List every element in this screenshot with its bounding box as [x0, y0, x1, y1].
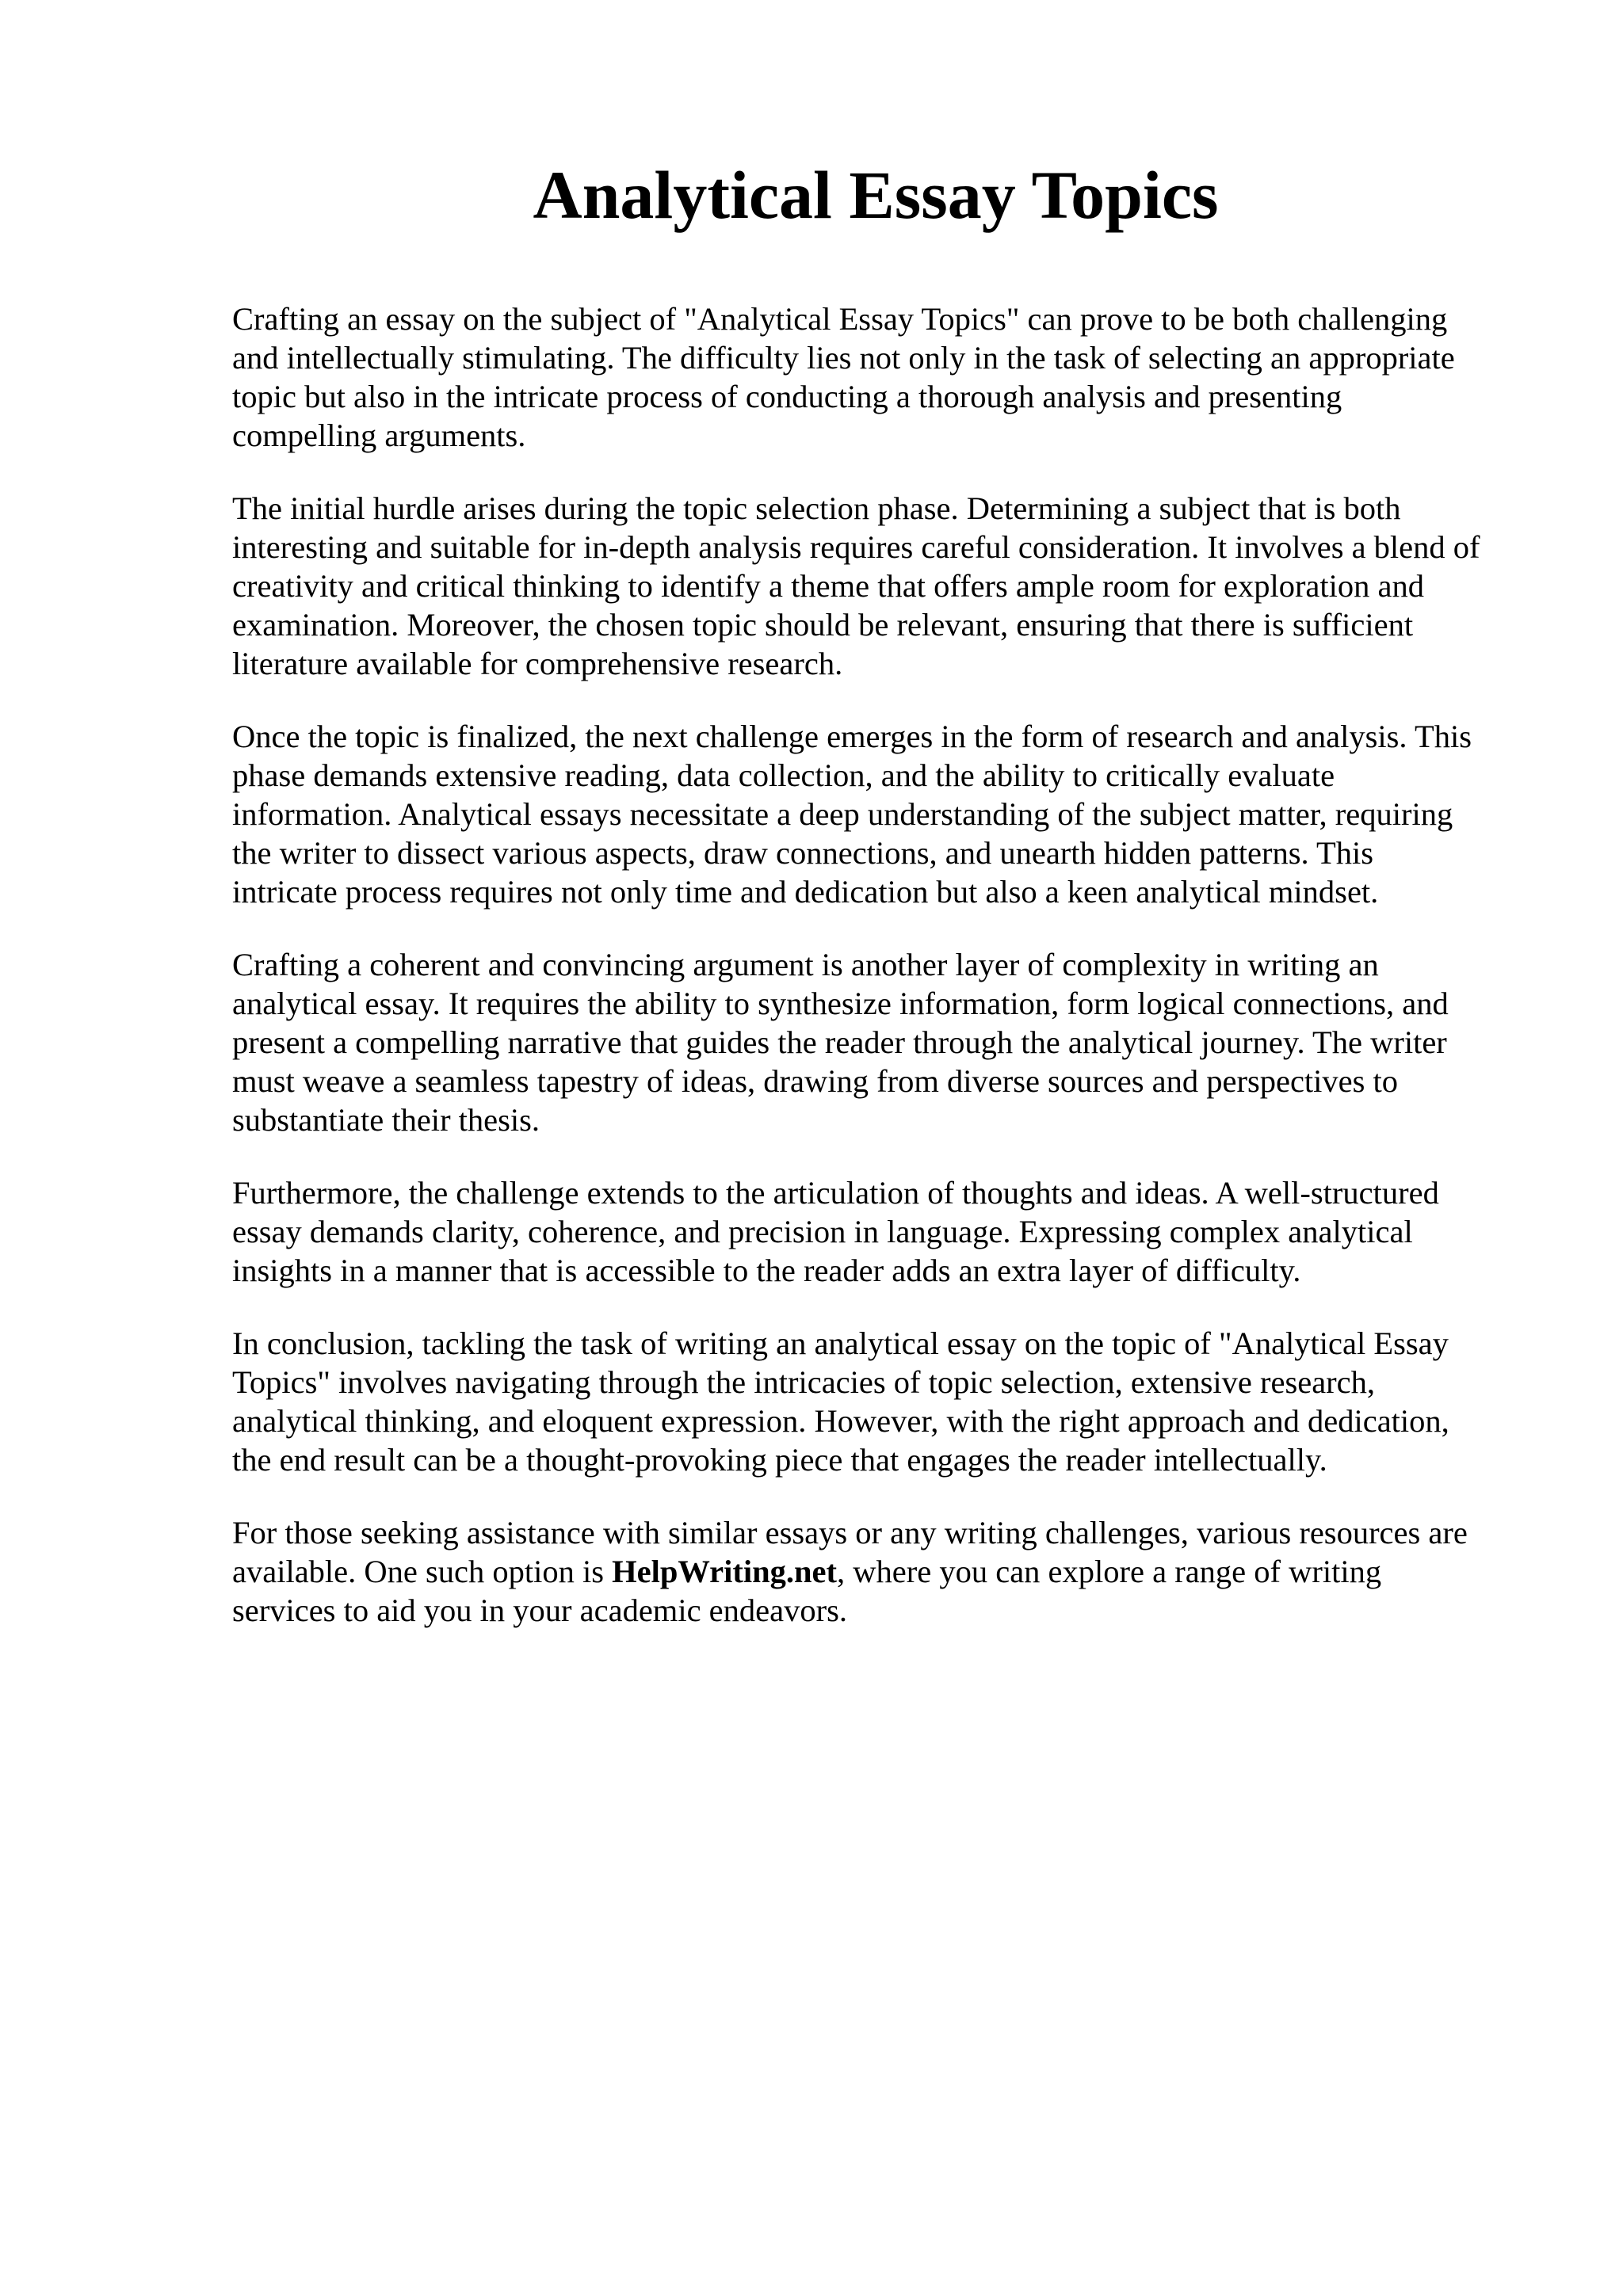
paragraph-line: topic but also in the intricate process of conducting a thorough analysis and presenting: [232, 379, 1342, 414]
paragraph-line: compelling arguments.: [232, 418, 526, 453]
paragraph-line: The initial hurdle arises during the topic selection phase. Determining a subject that is both: [232, 490, 1401, 526]
paragraph-line: intricate process requires not only time and dedication but also a keen analytical mindset.: [232, 874, 1379, 910]
paragraph-line: substantiate their thesis.: [232, 1102, 540, 1138]
paragraph-line: and intellectually stimulating. The difficulty lies not only in the task of selecting an appropriate: [232, 340, 1455, 376]
paragraph-line: Crafting a coherent and convincing argument is another layer of complexity in writing an: [232, 947, 1379, 982]
paragraph-line: Once the topic is finalized, the next challenge emerges in the form of research and analysis. This: [232, 719, 1472, 754]
paragraph-line: creativity and critical thinking to identify a theme that offers ample room for exploration and: [232, 568, 1425, 604]
paragraph-line: present a compelling narrative that guides the reader through the analytical journey. The writer: [232, 1024, 1447, 1060]
paragraph-line: information. Analytical essays necessitate a deep understanding of the subject matter, requiring: [232, 796, 1453, 832]
paragraph-line: essay demands clarity, coherence, and precision in language. Expressing complex analytical: [232, 1214, 1413, 1249]
paragraph-line: In conclusion, tackling the task of writing an analytical essay on the topic of "Analytical Essay: [232, 1325, 1449, 1361]
paragraph-6: [232, 1324, 1532, 1479]
paragraph-5: [232, 1173, 1532, 1290]
closing-text-before-link: available. One such option is: [232, 1554, 613, 1589]
paragraph-2: [232, 489, 1532, 683]
document-title: Analytical Essay Topics: [533, 157, 1219, 233]
helpwriting-link[interactable]: HelpWriting.net: [612, 1554, 838, 1589]
paragraph-line: must weave a seamless tapestry of ideas, drawing from diverse sources and perspectives to: [232, 1063, 1399, 1099]
paragraph-line: the end result can be a thought-provoking piece that engages the reader intellectually.: [232, 1442, 1327, 1478]
closing-text-after-link: , where you can explore a range of writing: [837, 1554, 1382, 1589]
paragraph-line: services to aid you in your academic endeavors.: [232, 1592, 847, 1628]
paragraph-line: the writer to dissect various aspects, draw connections, and unearth hidden patterns. This: [232, 835, 1373, 871]
paragraph-line: interesting and suitable for in-depth analysis requires careful consideration. It involves a blend of: [232, 529, 1480, 565]
paragraph-line: analytical thinking, and eloquent expression. However, with the right approach and dedication,: [232, 1403, 1449, 1439]
paragraph-line: Crafting an essay on the subject of "Analytical Essay Topics" can prove to be both challenging: [232, 301, 1448, 337]
paragraph-3: [232, 717, 1532, 911]
paragraph-line: analytical essay. It requires the ability to synthesize information, form logical connections, and: [232, 986, 1449, 1021]
paragraph-line: Topics" involves navigating through the intricacies of topic selection, extensive research,: [232, 1364, 1376, 1400]
paragraph-4: [232, 945, 1532, 1139]
paragraph-line: Furthermore, the challenge extends to the articulation of thoughts and ideas. A well-structured: [232, 1175, 1439, 1211]
document-body: [232, 299, 1532, 1664]
paragraph-line: examination. Moreover, the chosen topic should be relevant, ensuring that there is sufficient: [232, 607, 1414, 643]
paragraph-line: insights in a manner that is accessible to the reader adds an extra layer of difficulty.: [232, 1253, 1301, 1288]
paragraph-line: For those seeking assistance with similar essays or any writing challenges, various resources are: [232, 1515, 1468, 1550]
paragraph-line: phase demands extensive reading, data collection, and the ability to critically evaluate: [232, 757, 1335, 793]
paragraph-line: literature available for comprehensive research.: [232, 646, 843, 681]
paragraph-1: [232, 299, 1532, 455]
paragraph-line-with-link: [232, 1552, 1532, 1591]
paragraph-7: [232, 1513, 1532, 1630]
